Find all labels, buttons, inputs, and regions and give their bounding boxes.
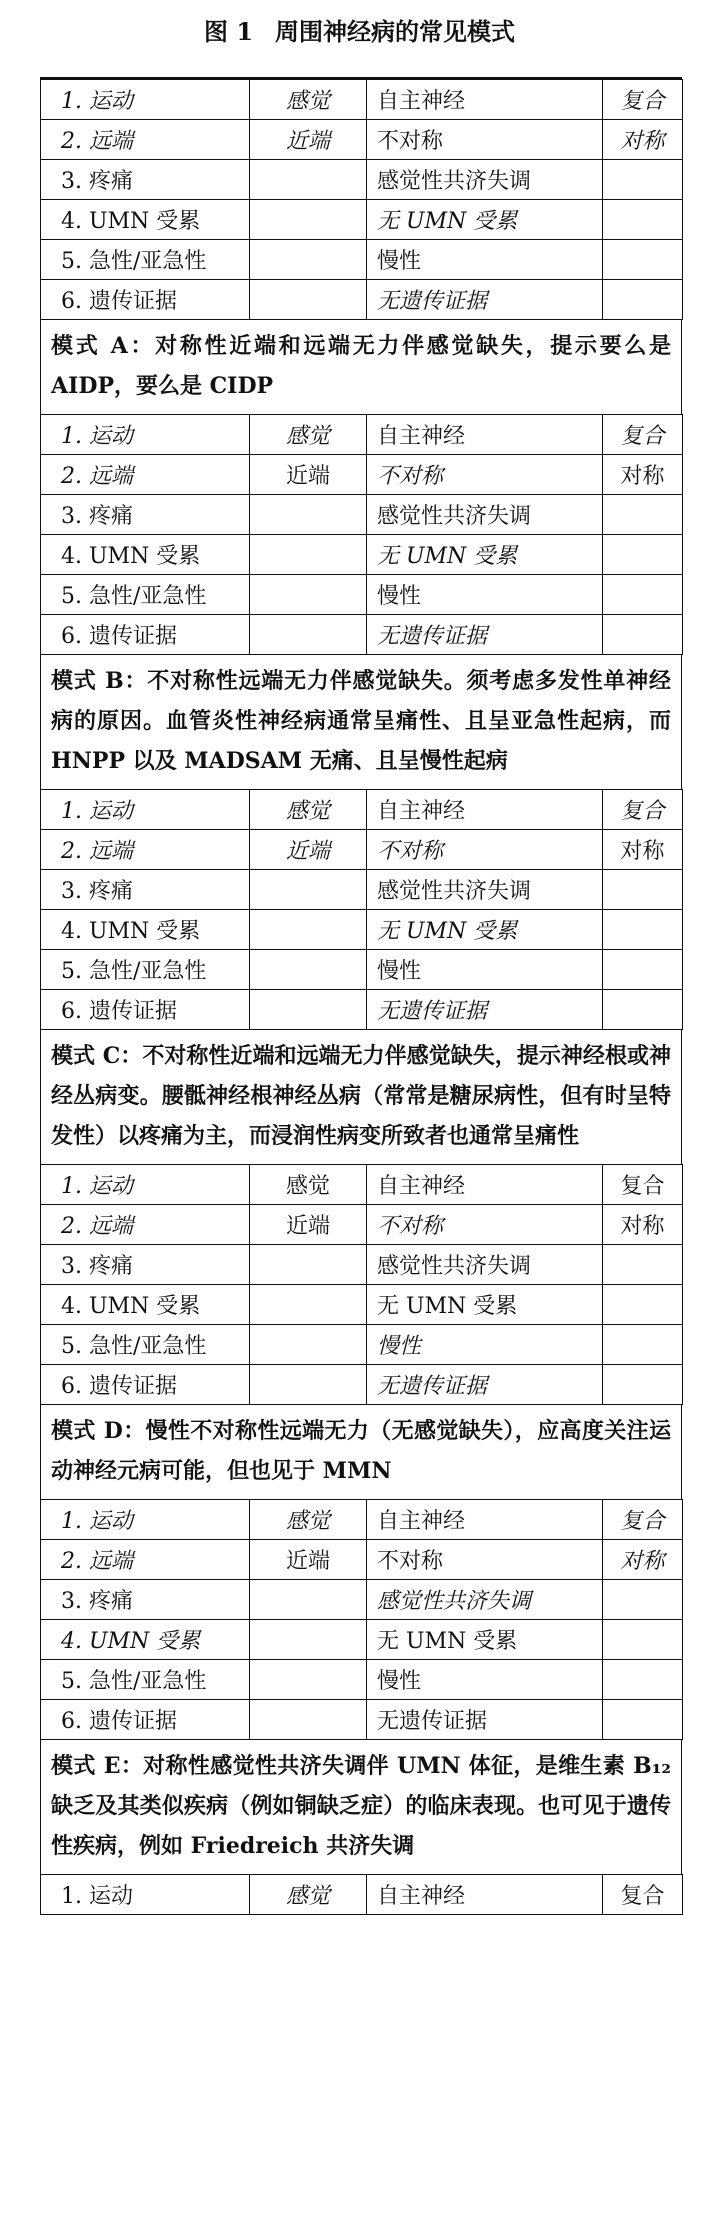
- criteria-table: [40, 789, 683, 1030]
- table-row: [41, 80, 683, 120]
- table-cell: [250, 280, 367, 320]
- table-cell: 复合: [603, 80, 683, 120]
- table-cell: 2. 远端: [41, 830, 250, 870]
- table-cell: 感觉性共济失调: [367, 1245, 603, 1285]
- table-cell: 不对称: [367, 830, 603, 870]
- table-cell: 6. 遗传证据: [41, 1365, 250, 1405]
- table-row: [41, 1165, 683, 1205]
- table-cell: 3. 疼痛: [41, 1580, 250, 1620]
- table-cell: 6. 遗传证据: [41, 990, 250, 1030]
- pattern-description: 模式 E：对称性感觉性共济失调伴 UMN 体征，是维生素 B₁₂ 缺乏及其类似疾病（例如铜缺乏症）的临床表现。也可见于遗传性疾病，例如 Friedreich 共济失调: [40, 1740, 682, 1874]
- table-cell: 不对称: [367, 1205, 603, 1245]
- table-cell: [250, 535, 367, 575]
- table-cell: 不对称: [367, 455, 603, 495]
- table-cell: 近端: [250, 1540, 367, 1580]
- pattern-description: 模式 A：对称性近端和远端无力伴感觉缺失，提示要么是 AIDP，要么是 CIDP: [40, 320, 682, 414]
- table-cell: 对称: [603, 1205, 683, 1245]
- table-cell: 感觉: [250, 415, 367, 455]
- table-cell: [250, 1660, 367, 1700]
- table-cell: 对称: [603, 830, 683, 870]
- table-row: [41, 455, 683, 495]
- table-cell: [603, 1580, 683, 1620]
- table-cell: 感觉性共济失调: [367, 870, 603, 910]
- table-cell: 5. 急性/亚急性: [41, 575, 250, 615]
- table-row: [41, 950, 683, 990]
- table-cell: 对称: [603, 120, 683, 160]
- criteria-table: [40, 79, 683, 320]
- table-cell: [603, 200, 683, 240]
- table-row: [41, 870, 683, 910]
- table-cell: 4. UMN 受累: [41, 200, 250, 240]
- table-cell: 自主神经: [367, 1165, 603, 1205]
- table-cell: 3. 疼痛: [41, 1245, 250, 1285]
- table-cell: [250, 615, 367, 655]
- table-cell: [603, 615, 683, 655]
- table-cell: [250, 910, 367, 950]
- table-row: [41, 830, 683, 870]
- table-cell: 4. UMN 受累: [41, 1620, 250, 1660]
- table-cell: 感觉: [250, 1875, 367, 1915]
- table-cell: 感觉性共济失调: [367, 495, 603, 535]
- table-cell: [603, 575, 683, 615]
- table-cell: 5. 急性/亚急性: [41, 1325, 250, 1365]
- table-cell: 4. UMN 受累: [41, 1285, 250, 1325]
- pattern-description: 模式 D：慢性不对称性远端无力（无感觉缺失），应高度关注运动神经元病可能，但也见于 MMN: [40, 1405, 682, 1499]
- table-cell: 感觉: [250, 1165, 367, 1205]
- table-cell: 4. UMN 受累: [41, 535, 250, 575]
- table-cell: 不对称: [367, 1540, 603, 1580]
- table-cell: 无 UMN 受累: [367, 1285, 603, 1325]
- table-cell: 5. 急性/亚急性: [41, 1660, 250, 1700]
- table-row: [41, 1365, 683, 1405]
- pattern-description: 模式 B：不对称性远端无力伴感觉缺失。须考虑多发性单神经病的原因。血管炎性神经病通常呈痛性、且呈亚急性起病，而 HNPP 以及 MADSAM 无痛、且呈慢性起病: [40, 655, 682, 789]
- table-row: [41, 1325, 683, 1365]
- table-cell: 近端: [250, 455, 367, 495]
- table-row: [41, 910, 683, 950]
- table-row: [41, 1500, 683, 1540]
- table-cell: [603, 495, 683, 535]
- table-cell: 6. 遗传证据: [41, 1700, 250, 1740]
- table-cell: 复合: [603, 1500, 683, 1540]
- table-cell: 不对称: [367, 120, 603, 160]
- table-cell: [250, 950, 367, 990]
- table-cell: 慢性: [367, 1325, 603, 1365]
- table-cell: [603, 1245, 683, 1285]
- table-cell: [603, 1365, 683, 1405]
- table-cell: [603, 280, 683, 320]
- table-cell: 1. 运动: [41, 415, 250, 455]
- table-cell: 6. 遗传证据: [41, 280, 250, 320]
- table-row: [41, 1700, 683, 1740]
- table-cell: [250, 1325, 367, 1365]
- table-row: [41, 1285, 683, 1325]
- table-row: [41, 1660, 683, 1700]
- table-cell: 近端: [250, 1205, 367, 1245]
- table-cell: 3. 疼痛: [41, 495, 250, 535]
- table-cell: 2. 远端: [41, 120, 250, 160]
- table-cell: 感觉性共济失调: [367, 1580, 603, 1620]
- table-cell: 无遗传证据: [367, 1365, 603, 1405]
- table-row: [41, 1620, 683, 1660]
- table-cell: [603, 1325, 683, 1365]
- table-cell: 5. 急性/亚急性: [41, 950, 250, 990]
- table-cell: 自主神经: [367, 415, 603, 455]
- table-cell: 3. 疼痛: [41, 160, 250, 200]
- table-cell: 1. 运动: [41, 1165, 250, 1205]
- table-cell: 无 UMN 受累: [367, 910, 603, 950]
- table-cell: 近端: [250, 120, 367, 160]
- table-row: [41, 280, 683, 320]
- table-cell: [603, 910, 683, 950]
- table-cell: 慢性: [367, 240, 603, 280]
- table-cell: 复合: [603, 415, 683, 455]
- table-cell: 无遗传证据: [367, 1700, 603, 1740]
- table-cell: 感觉性共济失调: [367, 160, 603, 200]
- table-row: [41, 120, 683, 160]
- table-cell: [603, 240, 683, 280]
- table-row: [41, 495, 683, 535]
- table-cell: [250, 1285, 367, 1325]
- table-cell: 2. 远端: [41, 1540, 250, 1580]
- table-row: [41, 160, 683, 200]
- figure-title-text: 周围神经病的常见模式: [275, 17, 516, 46]
- table-cell: 2. 远端: [41, 455, 250, 495]
- table-cell: 1. 运动: [41, 790, 250, 830]
- table-cell: [603, 1700, 683, 1740]
- table-cell: [603, 535, 683, 575]
- table-cell: [603, 1660, 683, 1700]
- table-row: [41, 200, 683, 240]
- criteria-table: [40, 1164, 683, 1405]
- table-cell: 自主神经: [367, 1875, 603, 1915]
- table-cell: [250, 870, 367, 910]
- table-row: [41, 1580, 683, 1620]
- table-row: [41, 615, 683, 655]
- table-cell: [603, 160, 683, 200]
- table-cell: 慢性: [367, 950, 603, 990]
- table-cell: 慢性: [367, 1660, 603, 1700]
- table-row: [41, 535, 683, 575]
- criteria-table: [40, 1499, 683, 1740]
- table-cell: 复合: [603, 1165, 683, 1205]
- table-cell: 无 UMN 受累: [367, 200, 603, 240]
- table-cell: [250, 1700, 367, 1740]
- table-cell: 对称: [603, 455, 683, 495]
- table-cell: 无 UMN 受累: [367, 1620, 603, 1660]
- table-cell: [603, 990, 683, 1030]
- table-cell: [250, 160, 367, 200]
- table-cell: [603, 1285, 683, 1325]
- figure-title: [0, 0, 719, 64]
- table-cell: [250, 240, 367, 280]
- table-row: [41, 1205, 683, 1245]
- table-row: [41, 240, 683, 280]
- table-cell: 复合: [603, 790, 683, 830]
- table-cell: 无遗传证据: [367, 280, 603, 320]
- table-cell: [250, 575, 367, 615]
- pattern-description: 模式 C：不对称性近端和远端无力伴感觉缺失，提示神经根或神经丛病变。腰骶神经根神经丛病（常常是糖尿病性，但有时呈特发性）以疼痛为主，而浸润性病变所致者也通常呈痛性: [40, 1030, 682, 1164]
- table-row: [41, 1540, 683, 1580]
- table-cell: 5. 急性/亚急性: [41, 240, 250, 280]
- table-cell: 自主神经: [367, 790, 603, 830]
- table-cell: [250, 495, 367, 535]
- table-cell: [603, 950, 683, 990]
- table-cell: [603, 870, 683, 910]
- pattern-blocks: [40, 77, 682, 1915]
- criteria-table: [40, 414, 683, 655]
- table-cell: [250, 990, 367, 1030]
- table-cell: 无遗传证据: [367, 990, 603, 1030]
- table-cell: 无 UMN 受累: [367, 535, 603, 575]
- table-row: [41, 990, 683, 1030]
- table-cell: 1. 运动: [41, 80, 250, 120]
- table-cell: 复合: [603, 1875, 683, 1915]
- table-cell: [250, 200, 367, 240]
- table-row: [41, 415, 683, 455]
- table-cell: [250, 1245, 367, 1285]
- table-cell: 对称: [603, 1540, 683, 1580]
- table-row: [41, 790, 683, 830]
- table-cell: 2. 远端: [41, 1205, 250, 1245]
- table-cell: 1. 运动: [41, 1500, 250, 1540]
- table-cell: 感觉: [250, 80, 367, 120]
- table-cell: 6. 遗传证据: [41, 615, 250, 655]
- table-cell: [603, 1620, 683, 1660]
- table-cell: 无遗传证据: [367, 615, 603, 655]
- table-cell: [250, 1365, 367, 1405]
- table-cell: 3. 疼痛: [41, 870, 250, 910]
- table-row: [41, 575, 683, 615]
- table-cell: [250, 1620, 367, 1660]
- table-cell: 感觉: [250, 790, 367, 830]
- figure-label: 图 1: [203, 17, 254, 46]
- criteria-table: [40, 1874, 683, 1915]
- table-cell: 自主神经: [367, 1500, 603, 1540]
- table-cell: 近端: [250, 830, 367, 870]
- table-row: [41, 1875, 683, 1915]
- table-cell: 自主神经: [367, 80, 603, 120]
- table-row: [41, 1245, 683, 1285]
- table-cell: 慢性: [367, 575, 603, 615]
- table-cell: 4. UMN 受累: [41, 910, 250, 950]
- table-cell: 感觉: [250, 1500, 367, 1540]
- table-cell: [250, 1580, 367, 1620]
- table-cell: 1. 运动: [41, 1875, 250, 1915]
